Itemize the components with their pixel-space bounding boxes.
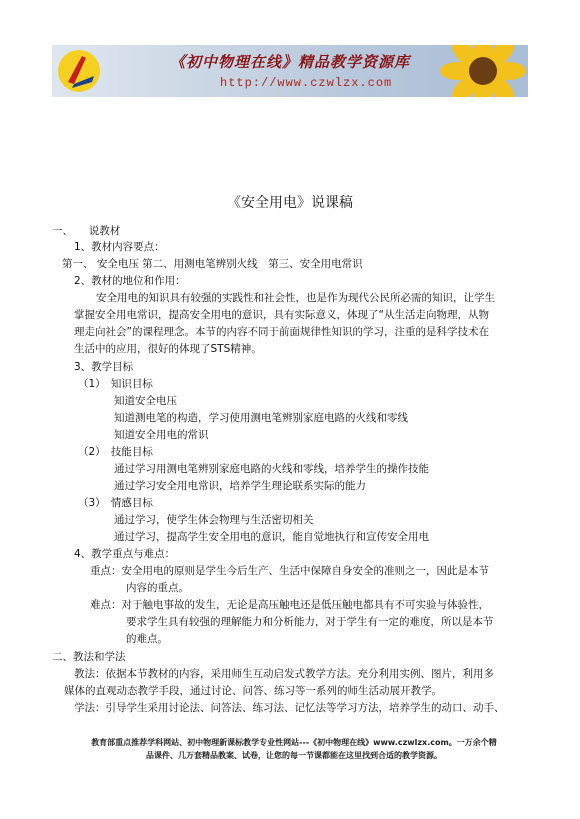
document-line: 媒体的直观动态教学手段，通过讨论、问答、练习等一系列的师生活动展开教学。 <box>64 685 442 697</box>
document-line: 一、 说教材 <box>52 225 121 237</box>
document-line: 第一、 安全电压 第二、用测电笔辨别火线 第三、安全用电常识 <box>62 258 363 270</box>
footer-line: 品课件、几万套精品教案、试卷，让您的每一节课都能在这里找到合适的教学资源。 <box>146 751 442 760</box>
document-line: （3） 情感目标 <box>78 497 153 509</box>
document-line: 3、教学目标 <box>74 361 134 373</box>
document-line: 教法：依据本节教材的内容，采用师生互动启发式教学方法。充分利用实例、图片，利用多 <box>74 668 494 680</box>
document-line: 学法：引导学生采用讨论法、问答法、练习法、记忆法等学习方法，培养学生的动口、动手、 <box>74 702 505 714</box>
document-line: 生活中的应用，很好的体现了STS精神。 <box>74 343 262 355</box>
document-line: 重点：安全用电的原则是学生今后生产、生活中保障自身安全的准则之一，因此是本节 <box>90 565 489 577</box>
document-line: 内容的重点。 <box>126 582 189 594</box>
document-line: 通过学习，使学生体会物理与生活密切相关 <box>114 514 314 526</box>
document-title: 《安全用电》说课稿 <box>227 195 353 211</box>
document-line: 2、教材的地位和作用： <box>74 275 186 287</box>
document-line: 安全用电的知识具有较强的实践性和社会性，也是作为现代公民所必需的知识，让学生 <box>96 292 495 304</box>
document-line: 难点：对于触电事故的发生，无论是高压触电还是低压触电都具有不可实验与体验性， <box>90 599 489 611</box>
banner-title: 《初中物理在线》精品教学资源库 <box>170 53 411 71</box>
document-line: 要求学生具有较强的理解能力和分析能力，对于学生有一定的难度，所以是本节 <box>126 616 494 628</box>
document-line: 二、教法和学法 <box>52 651 126 663</box>
document-line: 4、教学重点与难点： <box>74 548 176 560</box>
document-line: 掌握安全用电常识，提高安全用电的意识，具有实际意义，体现了“从生活走向物理，从物 <box>74 309 489 321</box>
document-line: 通过学习用测电笔辨别家庭电路的火线和零线，培养学生的操作技能 <box>114 463 429 475</box>
document-line: 通过学习安全用电常识，培养学生理论联系实际的能力 <box>114 480 366 492</box>
banner-url: http://www.czwlzx.com <box>220 76 393 90</box>
document-line: 的难点。 <box>126 633 168 645</box>
document-line: 1、教材内容要点： <box>74 241 165 253</box>
document-line: 知道安全用电的常识 <box>114 429 209 441</box>
footer-note <box>44 736 544 762</box>
document-line: 知道测电笔的构造，学习使用测电笔辨别家庭电路的火线和零线 <box>114 412 408 424</box>
header-banner <box>52 45 528 97</box>
document-line: 理走向社会”的课程理念。本节的内容不同于前面规律性知识的学习，注重的是科学技术在 <box>74 326 489 338</box>
document-line: 知道安全电压 <box>114 395 177 407</box>
footer-line: 教育部重点推荐学科网站、初中物理新课标教学专业性网站---《初中物理在线》www.czwlzx.com。一万余个精 <box>91 738 497 747</box>
document-line: （2） 技能目标 <box>78 446 153 458</box>
document-line: 通过学习，提高学生安全用电的意识，能自觉地执行和宣传安全用电 <box>114 531 429 543</box>
sunflower-icon <box>428 45 528 97</box>
document-line: （1） 知识目标 <box>78 378 153 390</box>
site-logo-icon <box>56 48 102 94</box>
